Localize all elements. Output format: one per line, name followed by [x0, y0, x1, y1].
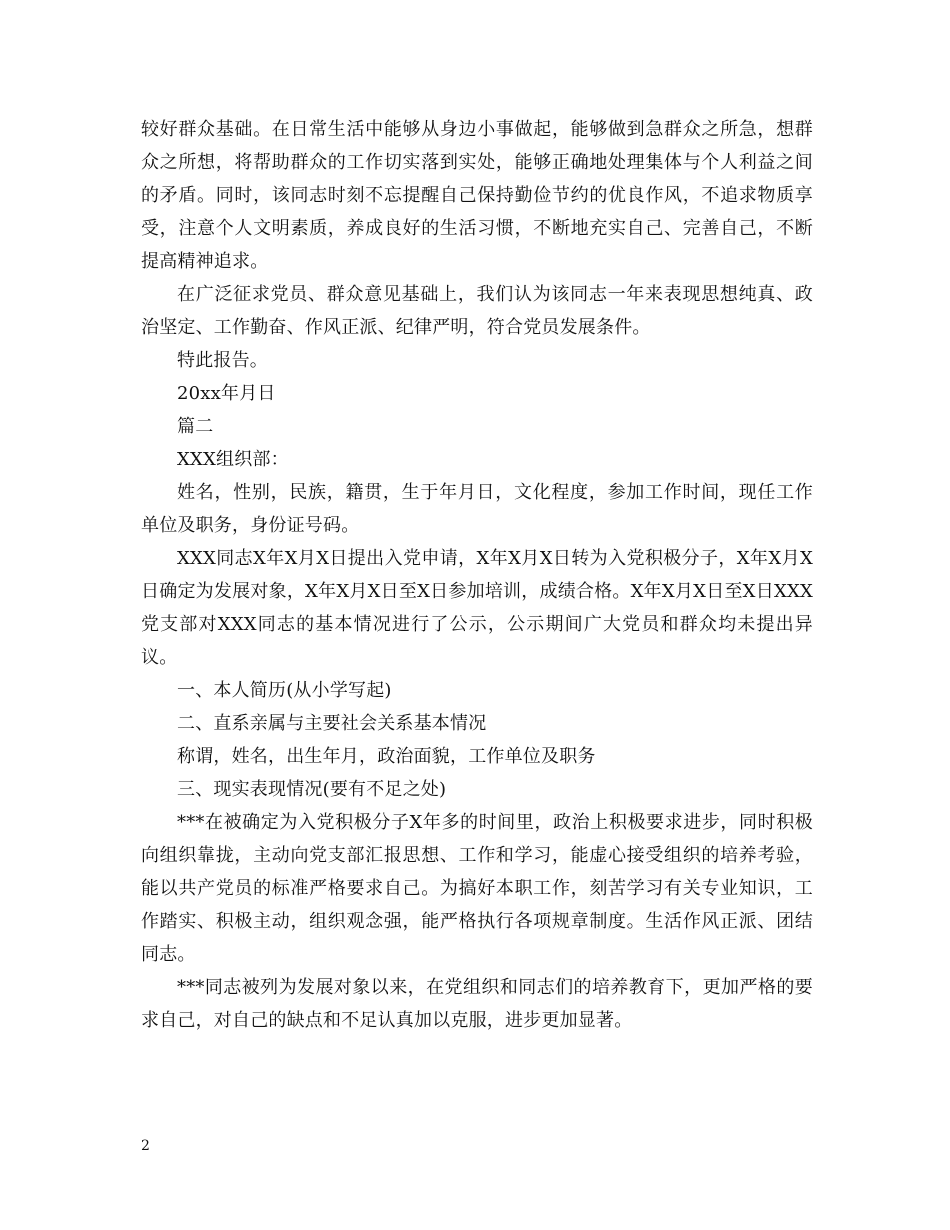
family-fields: 称谓，姓名，出生年月，政治面貌，工作单位及职务 — [177, 746, 596, 767]
paragraph-date: 20xx年月日 — [177, 383, 276, 404]
paragraph-performance-detail: ***在被确定为入党积极分子X年多的时间里，政治上积极要求进步，同时积极向组织靠拢，主动向党支部汇报思想、工作和学习，能虚心接受组织的培养考验，能以共产党员的标准严格要求自己。为搞好本职工作，刻苦学习有关专业知识，工作踏实、积极主动，组织观念强，能严格执行各项规章制度。生活作风正派、团结同志。 — [141, 812, 813, 965]
paragraph-continuation: 较好群众基础。在日常生活中能够从身边小事做起，能够做到急群众之所急，想群众之所想，将帮助群众的工作切实落到实处，能够正确地处理集体与个人利益之间的矛盾。同时，该同志时刻不忘提醒自己保持勤俭节约的优良作风，不追求物质享受，注意个人文明素质，养成良好的生活习惯，不断地充实自己、完善自己，不断提高精神追求。 — [141, 119, 813, 272]
section-heading: 篇二 — [177, 416, 214, 437]
list-item-performance: 三、现实表现情况(要有不足之处) — [177, 779, 447, 800]
paragraph-personal-info: 姓名，性别，民族，籍贯，生于年月日，文化程度，参加工作时间，现任工作单位及职务，身份证号码。 — [141, 482, 813, 536]
paragraph-evaluation: 在广泛征求党员、群众意见基础上，我们认为该同志一年来表现思想纯真、政治坚定、工作勤奋、作风正派、纪律严明，符合党员发展条件。 — [141, 284, 813, 338]
page-number: 2 — [141, 1138, 150, 1154]
document-body — [141, 113, 813, 1037]
paragraph-process-summary: XXX同志X年X月X日提出入党申请，X年X月X日转为入党积极分子，X年X月X日确定为发展对象，X年X月X日至X日参加培训，成绩合格。X年X月X日至X日XXX党支部对XXX同志的基本情况进行了公示，公示期间广大党员和群众均未提出异议。 — [141, 548, 813, 668]
list-item-resume: 一、本人简历(从小学写起) — [177, 680, 392, 701]
paragraph-development-progress: ***同志被列为发展对象以来，在党组织和同志们的培养教育下，更加严格的要求自己，对自己的缺点和不足认真加以克服，进步更加显著。 — [141, 977, 813, 1031]
paragraph-report-closing: 特此报告。 — [177, 350, 268, 371]
recipient-line: XXX组织部： — [177, 449, 289, 470]
list-item-family: 二、直系亲属与主要社会关系基本情况 — [177, 713, 487, 734]
